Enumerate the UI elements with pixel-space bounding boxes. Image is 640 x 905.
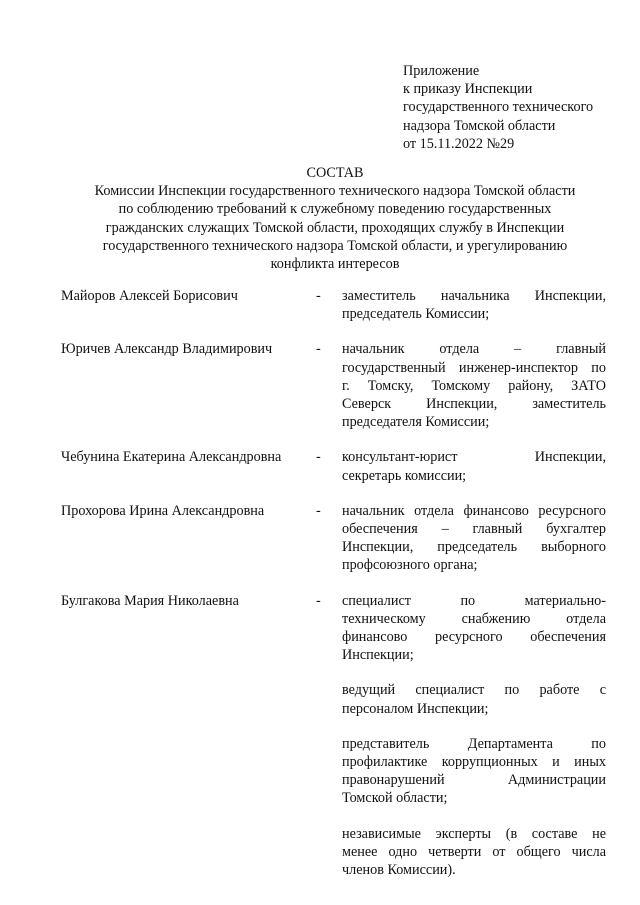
document-title: СОСТАВ	[306, 165, 364, 181]
member-row	[61, 825, 606, 880]
role-line: г. Томску, Томскому району, ЗАТО	[342, 377, 606, 394]
member-name: Прохорова Ирина Александровна	[61, 502, 265, 519]
role-line: заместитель начальника Инспекции,	[342, 288, 606, 304]
heading-line: государственного технического надзора Томской области, и урегулированию	[102, 237, 568, 254]
role-line: Инспекции, председатель выборного	[342, 539, 606, 556]
role-line: председатель Комиссии;	[342, 306, 490, 323]
appendix-block	[403, 62, 633, 153]
member-name: Булгакова Мария Николаевна	[61, 592, 239, 609]
members-list	[61, 287, 606, 879]
appendix-line: государственного технического	[403, 99, 594, 116]
role-line: техническому снабжению отдела	[342, 610, 606, 627]
member-dash: -	[316, 341, 321, 358]
appendix-line: к приказу Инспекции	[403, 81, 533, 98]
appendix-line: от 15.11.2022 №29	[403, 135, 515, 152]
role-line: специалист по материально-	[342, 592, 606, 609]
role-line: ведущий специалист по работе с	[342, 682, 606, 699]
role-line: Томской области;	[342, 790, 448, 807]
role-line: государственный инженер-инспектор по	[342, 359, 606, 376]
role-line: Северск Инспекции, заместитель	[342, 396, 606, 413]
role-line: членов Комиссии).	[342, 862, 456, 879]
member-name: Чебунина Екатерина Александровна	[61, 449, 282, 466]
member-row	[61, 735, 606, 808]
member-row	[61, 681, 606, 717]
role-line: консультант-юрист Инспекции,	[342, 449, 606, 466]
role-line: председателя Комиссии;	[342, 414, 490, 431]
member-role	[342, 448, 606, 484]
document-heading	[40, 164, 630, 273]
role-line: менее одно четверти от общего числа	[342, 843, 606, 860]
member-role	[342, 502, 606, 575]
heading-line: конфликта интересов	[270, 256, 400, 273]
appendix-line: надзора Томской области	[403, 117, 556, 134]
role-line: правонарушений Администрации	[342, 772, 606, 789]
member-role	[342, 735, 606, 808]
role-line: персоналом Инспекции;	[342, 700, 489, 717]
member-role	[342, 340, 606, 431]
member-role	[342, 592, 606, 665]
role-line: независимые эксперты (в составе не	[342, 825, 606, 842]
member-role	[342, 681, 606, 717]
member-dash: -	[316, 502, 321, 519]
member-row	[61, 502, 606, 575]
member-role	[342, 287, 606, 323]
appendix-line: Приложение	[403, 63, 480, 79]
member-row	[61, 448, 606, 484]
heading-line: гражданских служащих Томской области, проходящих службу в Инспекции	[105, 219, 565, 236]
role-line: Инспекции;	[342, 647, 414, 664]
role-line: профилактике коррупционных и иных	[342, 754, 606, 771]
role-line: финансово ресурсного обеспечения	[342, 629, 606, 646]
role-line: начальник отдела – главный	[342, 341, 606, 358]
heading-line: Комиссии Инспекции государственного технического надзора Томской области	[94, 183, 576, 200]
member-row	[61, 287, 606, 323]
role-line: обеспечения – главный бухгалтер	[342, 521, 606, 538]
role-line: секретарь комиссии;	[342, 467, 467, 484]
member-row	[61, 592, 606, 665]
heading-line: по соблюдению требований к служебному поведению государственных	[118, 201, 552, 218]
member-role	[342, 825, 606, 880]
role-line: представитель Департамента по	[342, 735, 606, 752]
role-line: начальник отдела финансово ресурсного	[342, 502, 606, 519]
role-line: профсоюзного органа;	[342, 557, 478, 574]
member-dash: -	[316, 592, 321, 609]
member-name: Майоров Алексей Борисович	[61, 288, 238, 304]
member-row	[61, 340, 606, 431]
member-dash: -	[316, 449, 321, 466]
member-name: Юричев Александр Владимирович	[61, 341, 273, 358]
member-dash: -	[316, 288, 321, 304]
